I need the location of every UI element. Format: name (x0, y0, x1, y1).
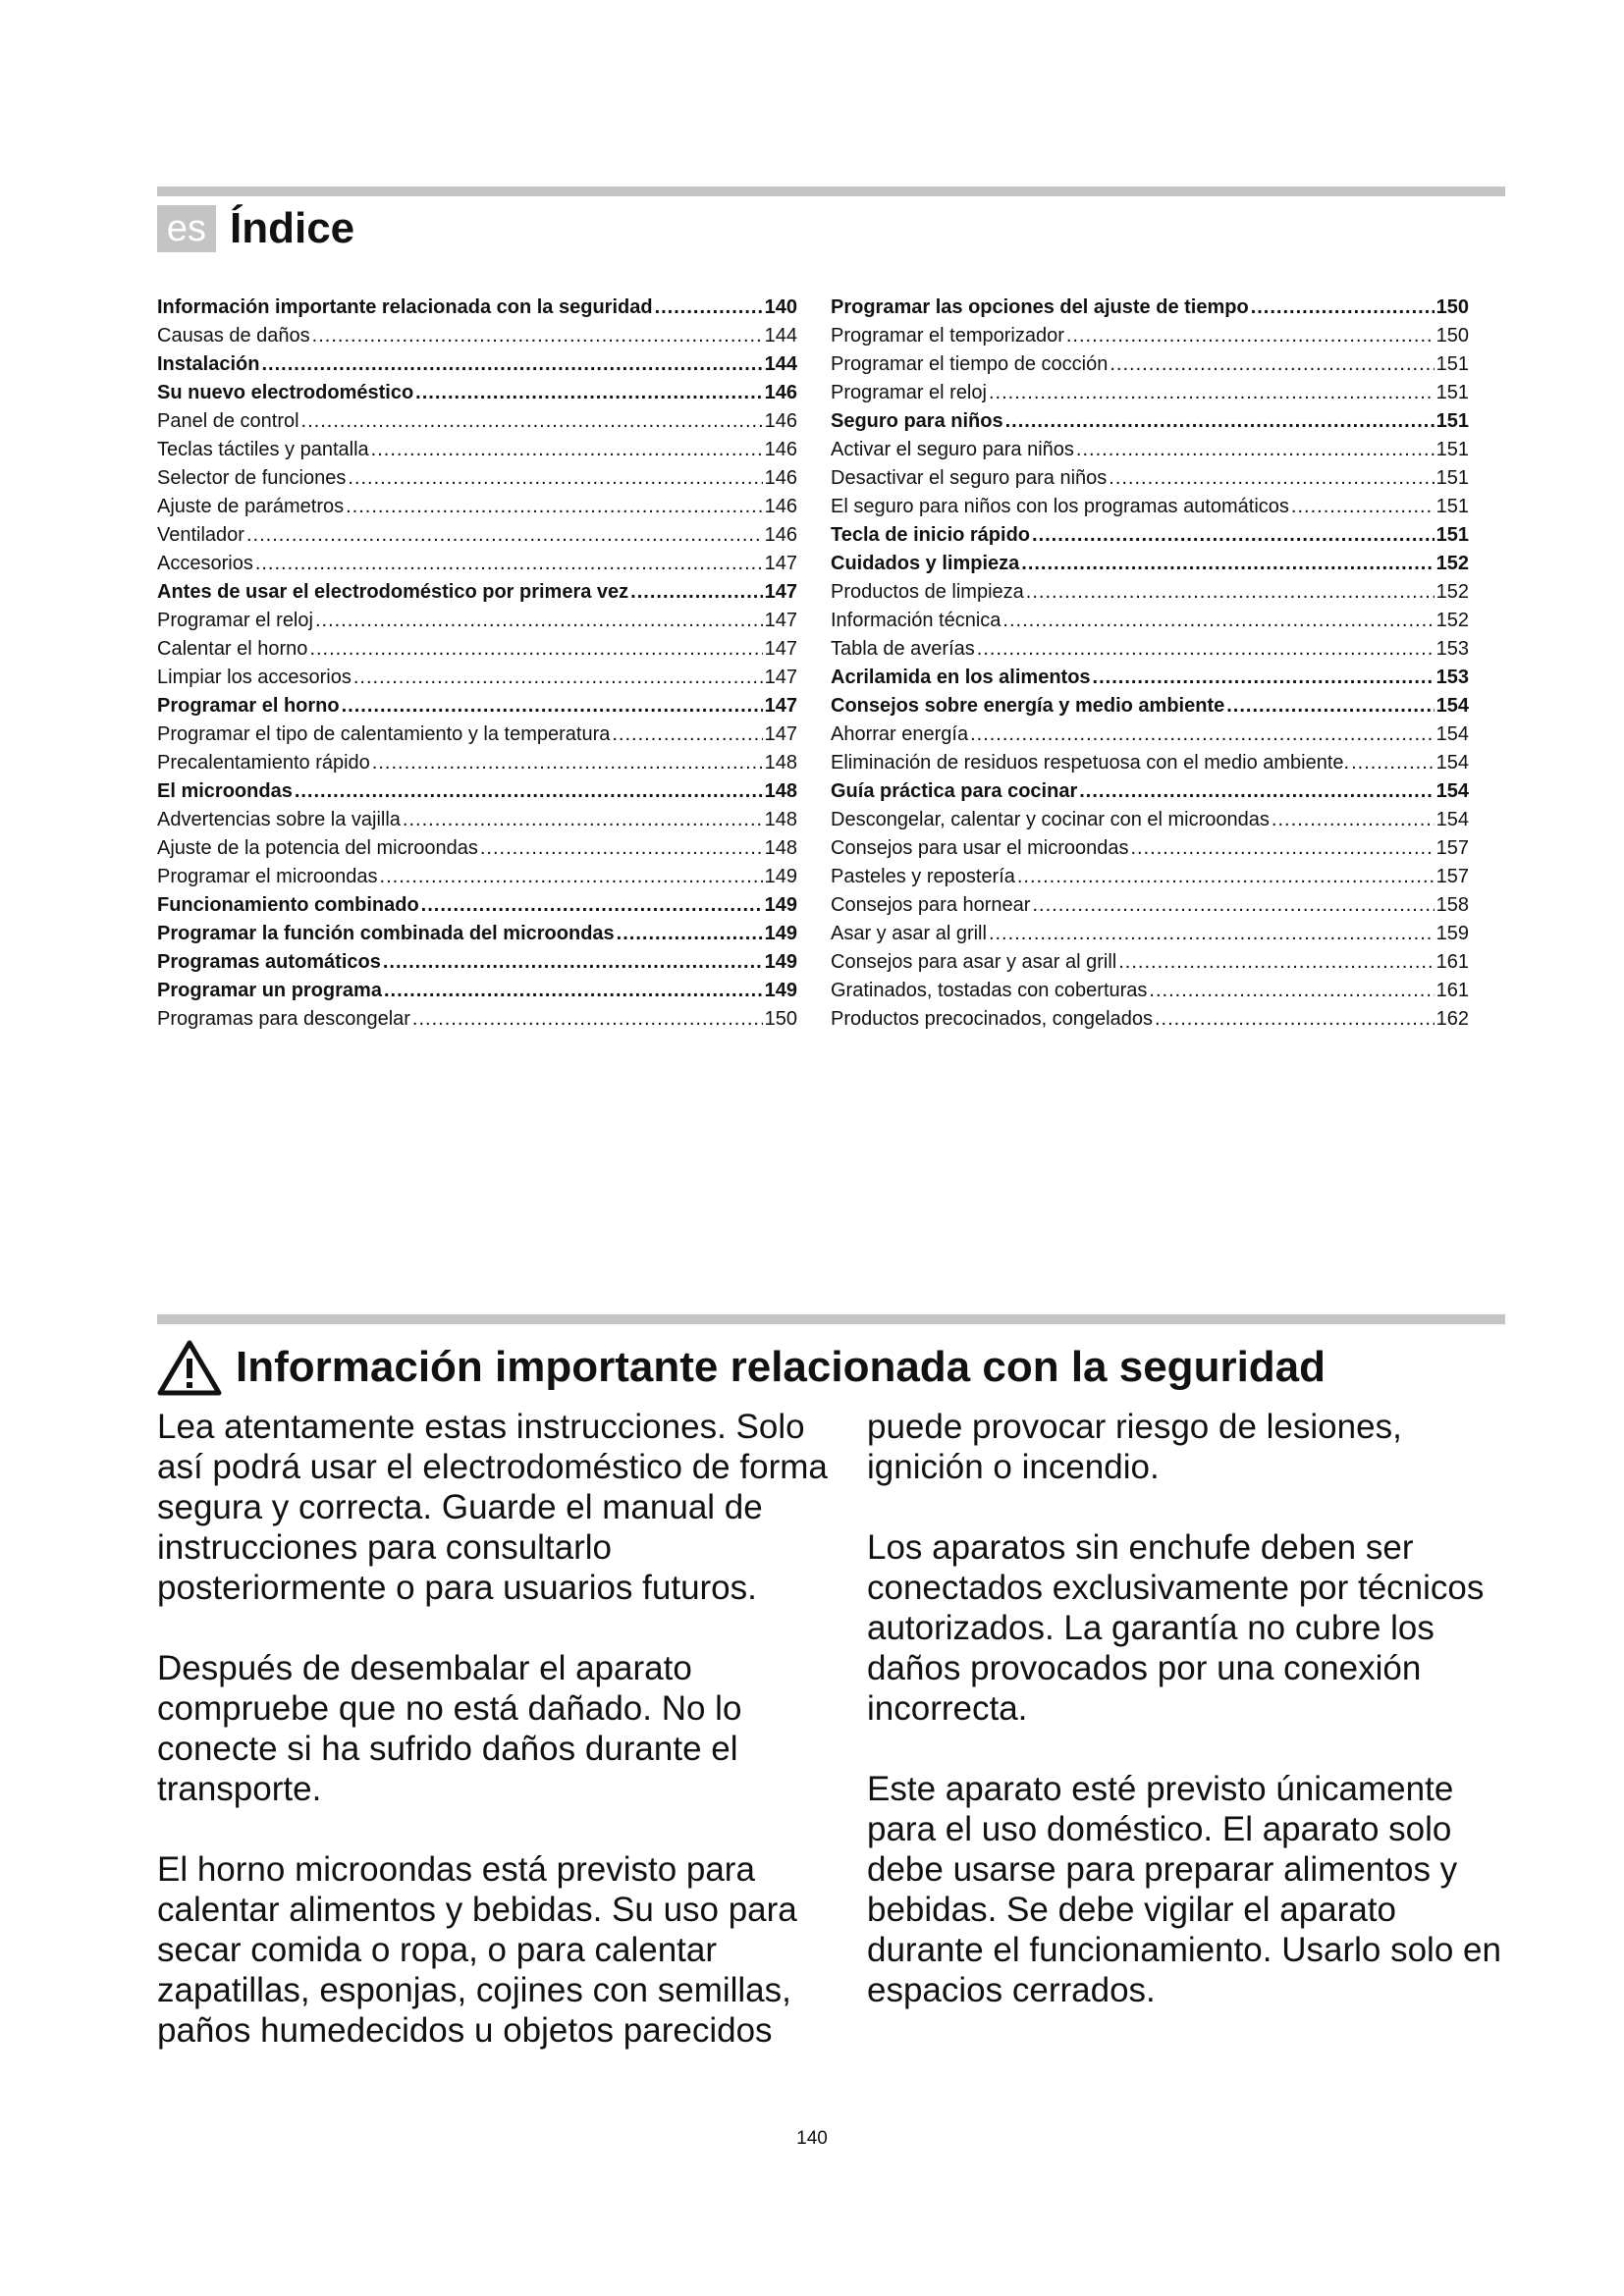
toc-left-column (157, 294, 797, 1034)
toc-entry-page: 151 (1435, 467, 1469, 489)
toc-entry (831, 749, 1469, 777)
toc-leader-dots (1109, 464, 1434, 493)
toc-entry (831, 521, 1469, 550)
toc-leader-dots (421, 891, 763, 920)
toc-entry (831, 664, 1469, 692)
toc-entry (831, 863, 1469, 891)
toc-entry-label: Ajuste de la potencia del microondas (157, 837, 478, 859)
toc-entry-label: Descongelar, calentar y cocinar con el microondas (831, 809, 1270, 830)
toc-entry (831, 977, 1469, 1005)
toc-leader-dots (348, 464, 762, 493)
toc-leader-dots (1272, 806, 1435, 834)
toc-leader-dots (383, 948, 763, 977)
toc-entry (831, 294, 1469, 322)
toc-entry (157, 350, 797, 379)
toc-leader-dots (1118, 948, 1434, 977)
toc-entry-page: 153 (1435, 667, 1469, 688)
toc-entry (157, 407, 797, 436)
toc-leader-dots (1149, 977, 1434, 1005)
toc-entry-page: 147 (764, 553, 797, 574)
toc-entry-label: Advertencias sobre la vajilla (157, 809, 401, 830)
toc-entry-page: 148 (764, 809, 797, 830)
toc-entry-label: Funcionamiento combinado (157, 894, 419, 916)
page-number: 140 (796, 2128, 828, 2149)
toc-entry-page: 146 (764, 410, 797, 432)
toc-entry-label: Programar un programa (157, 980, 382, 1001)
toc-leader-dots (1093, 664, 1435, 692)
toc-entry (831, 806, 1469, 834)
top-divider (157, 187, 1505, 196)
toc-entry-page: 149 (764, 923, 797, 944)
toc-leader-dots (617, 920, 763, 948)
toc-leader-dots (261, 350, 762, 379)
toc-entry (157, 920, 797, 948)
toc-entry-label: Tecla de inicio rápido (831, 524, 1031, 546)
toc-entry (157, 863, 797, 891)
toc-entry-page: 154 (1435, 780, 1469, 802)
toc-entry-page: 149 (764, 980, 797, 1001)
toc-entry-label: Causas de daños (157, 325, 310, 347)
toc-entry-page: 157 (1435, 837, 1469, 859)
toc-entry (831, 607, 1469, 635)
toc-entry (831, 891, 1469, 920)
toc-entry-page: 152 (1435, 610, 1469, 631)
toc-leader-dots (970, 721, 1435, 749)
toc-entry-label: Accesorios (157, 553, 253, 574)
toc-entry (831, 436, 1469, 464)
toc-entry-page: 152 (1435, 553, 1469, 574)
toc-leader-dots (989, 379, 1435, 407)
safety-paragraph: Lea atentamente estas instrucciones. Solo así podrá usar el electrodoméstico de forma segura y correcta. Guarde el manual de instrucciones para consultarlo posteriormente o para usuarios futuros. (157, 1408, 828, 1607)
toc-leader-dots (371, 436, 763, 464)
toc-entry-label: Selector de funciones (157, 467, 347, 489)
toc-entry-page: 159 (1435, 923, 1469, 944)
toc-entry-page: 148 (764, 752, 797, 774)
toc-entry-page: 151 (1435, 496, 1469, 517)
toc-entry-page: 146 (764, 496, 797, 517)
toc-entry-page: 148 (764, 780, 797, 802)
toc-entry-label: Programar la función combinada del microondas (157, 923, 615, 944)
toc-entry-label: Programas automáticos (157, 951, 381, 973)
toc-entry-label: Guía práctica para cocinar (831, 780, 1078, 802)
toc-entry-page: 157 (1435, 866, 1469, 887)
toc-entry-page: 147 (764, 723, 797, 745)
toc-leader-dots (353, 664, 763, 692)
toc-entry (831, 1005, 1469, 1034)
toc-entry (157, 777, 797, 806)
toc-entry-label: Precalentamiento rápido (157, 752, 370, 774)
toc-entry-label: Programar el reloj (157, 610, 313, 631)
toc-entry-label: El seguro para niños con los programas automáticos (831, 496, 1289, 517)
toc-leader-dots (1351, 749, 1435, 777)
toc-entry-page: 154 (1435, 723, 1469, 745)
warning-triangle-icon (157, 1339, 222, 1396)
toc-leader-dots (301, 407, 763, 436)
toc-entry-page: 150 (1435, 296, 1469, 318)
toc-entry-label: Productos precocinados, congelados (831, 1008, 1153, 1030)
toc-leader-dots (1026, 578, 1435, 607)
toc-entry-page: 154 (1435, 809, 1469, 830)
toc-entry-page: 151 (1435, 353, 1469, 375)
toc-entry-page: 148 (764, 837, 797, 859)
safety-paragraph: Los aparatos sin enchufe deben ser conectados exclusivamente por técnicos autorizados. La garantía no cubre los daños provocados por una conexión incorrecta. (867, 1528, 1485, 1728)
toc-entry (157, 834, 797, 863)
toc-leader-dots (246, 521, 763, 550)
toc-entry-label: Consejos para asar y asar al grill (831, 951, 1117, 973)
toc-entry-page: 147 (764, 695, 797, 717)
toc-entry-page: 149 (764, 894, 797, 916)
toc-leader-dots (1226, 692, 1434, 721)
toc-entry-label: Ventilador (157, 524, 244, 546)
safety-text-left (157, 1407, 844, 2091)
toc-entry-label: Antes de usar el electrodoméstico por primera vez (157, 581, 629, 603)
toc-entry (157, 806, 797, 834)
toc-entry-label: Consejos para hornear (831, 894, 1031, 916)
toc-entry (831, 721, 1469, 749)
toc-leader-dots (1110, 350, 1434, 379)
toc-entry-label: Acrilamida en los alimentos (831, 667, 1091, 688)
toc-leader-dots (415, 379, 762, 407)
toc-entry-label: El microondas (157, 780, 293, 802)
toc-leader-dots (1032, 891, 1434, 920)
toc-entry-page: 147 (764, 581, 797, 603)
toc-entry-page: 150 (764, 1008, 797, 1030)
toc-entry-page: 146 (764, 467, 797, 489)
toc-entry-label: Su nuevo electrodoméstico (157, 382, 414, 403)
toc-leader-dots (384, 977, 763, 1005)
toc-leader-dots (346, 493, 763, 521)
toc-entry (157, 464, 797, 493)
toc-entry (831, 407, 1469, 436)
toc-entry-page: 158 (1435, 894, 1469, 916)
toc-entry-label: Activar el seguro para niños (831, 439, 1074, 460)
toc-entry-page: 151 (1435, 524, 1469, 546)
toc-leader-dots (1066, 322, 1435, 350)
toc-entry-label: Limpiar los accesorios (157, 667, 352, 688)
toc-entry-page: 147 (764, 638, 797, 660)
toc-entry (831, 493, 1469, 521)
toc-leader-dots (1079, 777, 1434, 806)
toc-entry-page: 161 (1435, 980, 1469, 1001)
toc-entry (157, 692, 797, 721)
toc-entry (157, 749, 797, 777)
toc-entry-page: 150 (1435, 325, 1469, 347)
toc-entry-label: Programar el reloj (831, 382, 987, 403)
toc-entry (157, 436, 797, 464)
safety-title: Información importante relacionada con la seguridad (236, 1343, 1326, 1391)
toc-entry-label: Teclas táctiles y pantalla (157, 439, 369, 460)
toc-entry (831, 920, 1469, 948)
index-title: Índice (230, 204, 355, 252)
toc-entry-page: 147 (764, 610, 797, 631)
toc-entry-page: 151 (1435, 410, 1469, 432)
toc-entry-label: Programar el tipo de calentamiento y la temperatura (157, 723, 611, 745)
safety-paragraph: El horno microondas está previsto para calentar alimentos y bebidas. Su uso para secar comida o ropa, o para calentar zapatillas, esponjas, cojines con semillas, paños humedecidos u objetos parecidos (157, 1850, 797, 2050)
toc-entry-page: 154 (1435, 695, 1469, 717)
toc-entry (157, 664, 797, 692)
toc-leader-dots (1131, 834, 1435, 863)
safety-paragraph: Este aparato esté previsto únicamente para el uso doméstico. El aparato solo debe usarse para preparar alimentos y bebidas. Se debe vigilar el aparato durante el funcionamiento. Usarlo solo en espacios cerrados. (867, 1770, 1501, 2009)
toc-leader-dots (1076, 436, 1435, 464)
toc-leader-dots (612, 721, 762, 749)
safety-header (157, 1333, 1326, 1402)
toc-entry (157, 294, 797, 322)
toc-entry (157, 493, 797, 521)
toc-entry (831, 777, 1469, 806)
toc-entry-label: Seguro para niños (831, 410, 1003, 432)
safety-paragraph: Después de desembalar el aparato compruebe que no está dañado. No lo conecte si ha sufrido daños durante el transporte. (157, 1649, 742, 1808)
toc-entry-page: 152 (1435, 581, 1469, 603)
toc-entry (157, 721, 797, 749)
toc-entry (157, 322, 797, 350)
toc-entry (831, 578, 1469, 607)
toc-entry-label: Programar el temporizador (831, 325, 1064, 347)
toc-leader-dots (977, 635, 1435, 664)
toc-entry-label: Asar y asar al grill (831, 923, 987, 944)
toc-entry-label: Desactivar el seguro para niños (831, 467, 1108, 489)
toc-entry-page: 153 (1435, 638, 1469, 660)
toc-leader-dots (1291, 493, 1435, 521)
toc-leader-dots (312, 322, 763, 350)
toc-leader-dots (372, 749, 763, 777)
toc-entry-page: 147 (764, 667, 797, 688)
toc-entry-label: Gratinados, tostadas con coberturas (831, 980, 1148, 1001)
toc-entry (831, 834, 1469, 863)
toc-leader-dots (255, 550, 763, 578)
toc-entry-label: Información importante relacionada con la seguridad (157, 296, 653, 318)
toc-right-column (831, 294, 1469, 1034)
toc-entry-label: Ajuste de parámetros (157, 496, 345, 517)
toc-entry (157, 977, 797, 1005)
toc-entry-label: Cuidados y limpieza (831, 553, 1020, 574)
toc-entry-page: 146 (764, 524, 797, 546)
toc-leader-dots (630, 578, 762, 607)
toc-entry (157, 1005, 797, 1034)
toc-entry-page: 151 (1435, 439, 1469, 460)
toc-entry-page: 149 (764, 866, 797, 887)
toc-leader-dots (403, 806, 763, 834)
toc-entry-page: 140 (764, 296, 797, 318)
toc-entry (157, 550, 797, 578)
toc-leader-dots (1017, 863, 1435, 891)
index-header (157, 201, 354, 256)
toc-entry-label: Panel de control (157, 410, 299, 432)
toc-leader-dots (295, 777, 763, 806)
toc-leader-dots (1021, 550, 1434, 578)
toc-entry (157, 948, 797, 977)
toc-entry-page: 144 (764, 325, 797, 347)
toc-entry-page: 149 (764, 951, 797, 973)
toc-entry (157, 607, 797, 635)
toc-entry (831, 948, 1469, 977)
toc-entry-page: 146 (764, 439, 797, 460)
toc-leader-dots (309, 635, 762, 664)
toc-leader-dots (1032, 521, 1435, 550)
toc-entry-page: 161 (1435, 951, 1469, 973)
toc-entry (831, 692, 1469, 721)
toc-entry-label: Tabla de averías (831, 638, 975, 660)
toc-leader-dots (412, 1005, 763, 1034)
toc-leader-dots (1002, 607, 1434, 635)
toc-entry-page: 151 (1435, 382, 1469, 403)
toc-entry-label: Programas para descongelar (157, 1008, 410, 1030)
toc-entry-label: Programar las opciones del ajuste de tiempo (831, 296, 1249, 318)
toc-entry-label: Programar el microondas (157, 866, 378, 887)
toc-leader-dots (1251, 294, 1435, 322)
toc-entry (831, 550, 1469, 578)
toc-entry-page: 154 (1435, 752, 1469, 774)
toc-entry-label: Consejos para usar el microondas (831, 837, 1129, 859)
toc-leader-dots (655, 294, 763, 322)
toc-entry-label: Instalación (157, 353, 260, 375)
toc-entry-label: Eliminación de residuos respetuosa con el medio ambiente. (831, 752, 1350, 774)
toc-leader-dots (480, 834, 763, 863)
toc-entry-label: Información técnica (831, 610, 1001, 631)
toc-entry (157, 578, 797, 607)
toc-entry-label: Calentar el horno (157, 638, 308, 660)
toc-entry-label: Pasteles y repostería (831, 866, 1015, 887)
toc-entry-page: 146 (764, 382, 797, 403)
safety-text-right (867, 1407, 1515, 2051)
toc-entry (831, 322, 1469, 350)
toc-leader-dots (342, 692, 763, 721)
toc-entry (831, 464, 1469, 493)
toc-entry-page: 144 (764, 353, 797, 375)
toc-leader-dots (1155, 1005, 1435, 1034)
toc-entry (831, 379, 1469, 407)
toc-entry (157, 635, 797, 664)
toc-entry (157, 521, 797, 550)
language-badge: es (157, 205, 216, 252)
safety-paragraph: puede provocar riesgo de lesiones, ignición o incendio. (867, 1408, 1402, 1486)
section-divider (157, 1314, 1505, 1324)
toc-leader-dots (315, 607, 763, 635)
toc-leader-dots (1005, 407, 1435, 436)
toc-leader-dots (380, 863, 763, 891)
toc-entry (831, 350, 1469, 379)
toc-entry-label: Ahorrar energía (831, 723, 969, 745)
toc-entry (157, 891, 797, 920)
toc-entry (157, 379, 797, 407)
toc-entry-label: Programar el horno (157, 695, 340, 717)
toc-entry-label: Programar el tiempo de cocción (831, 353, 1109, 375)
toc-entry-label: Consejos sobre energía y medio ambiente (831, 695, 1225, 717)
toc-entry-label: Productos de limpieza (831, 581, 1024, 603)
toc-leader-dots (989, 920, 1435, 948)
toc-entry-page: 162 (1435, 1008, 1469, 1030)
toc-entry (831, 635, 1469, 664)
